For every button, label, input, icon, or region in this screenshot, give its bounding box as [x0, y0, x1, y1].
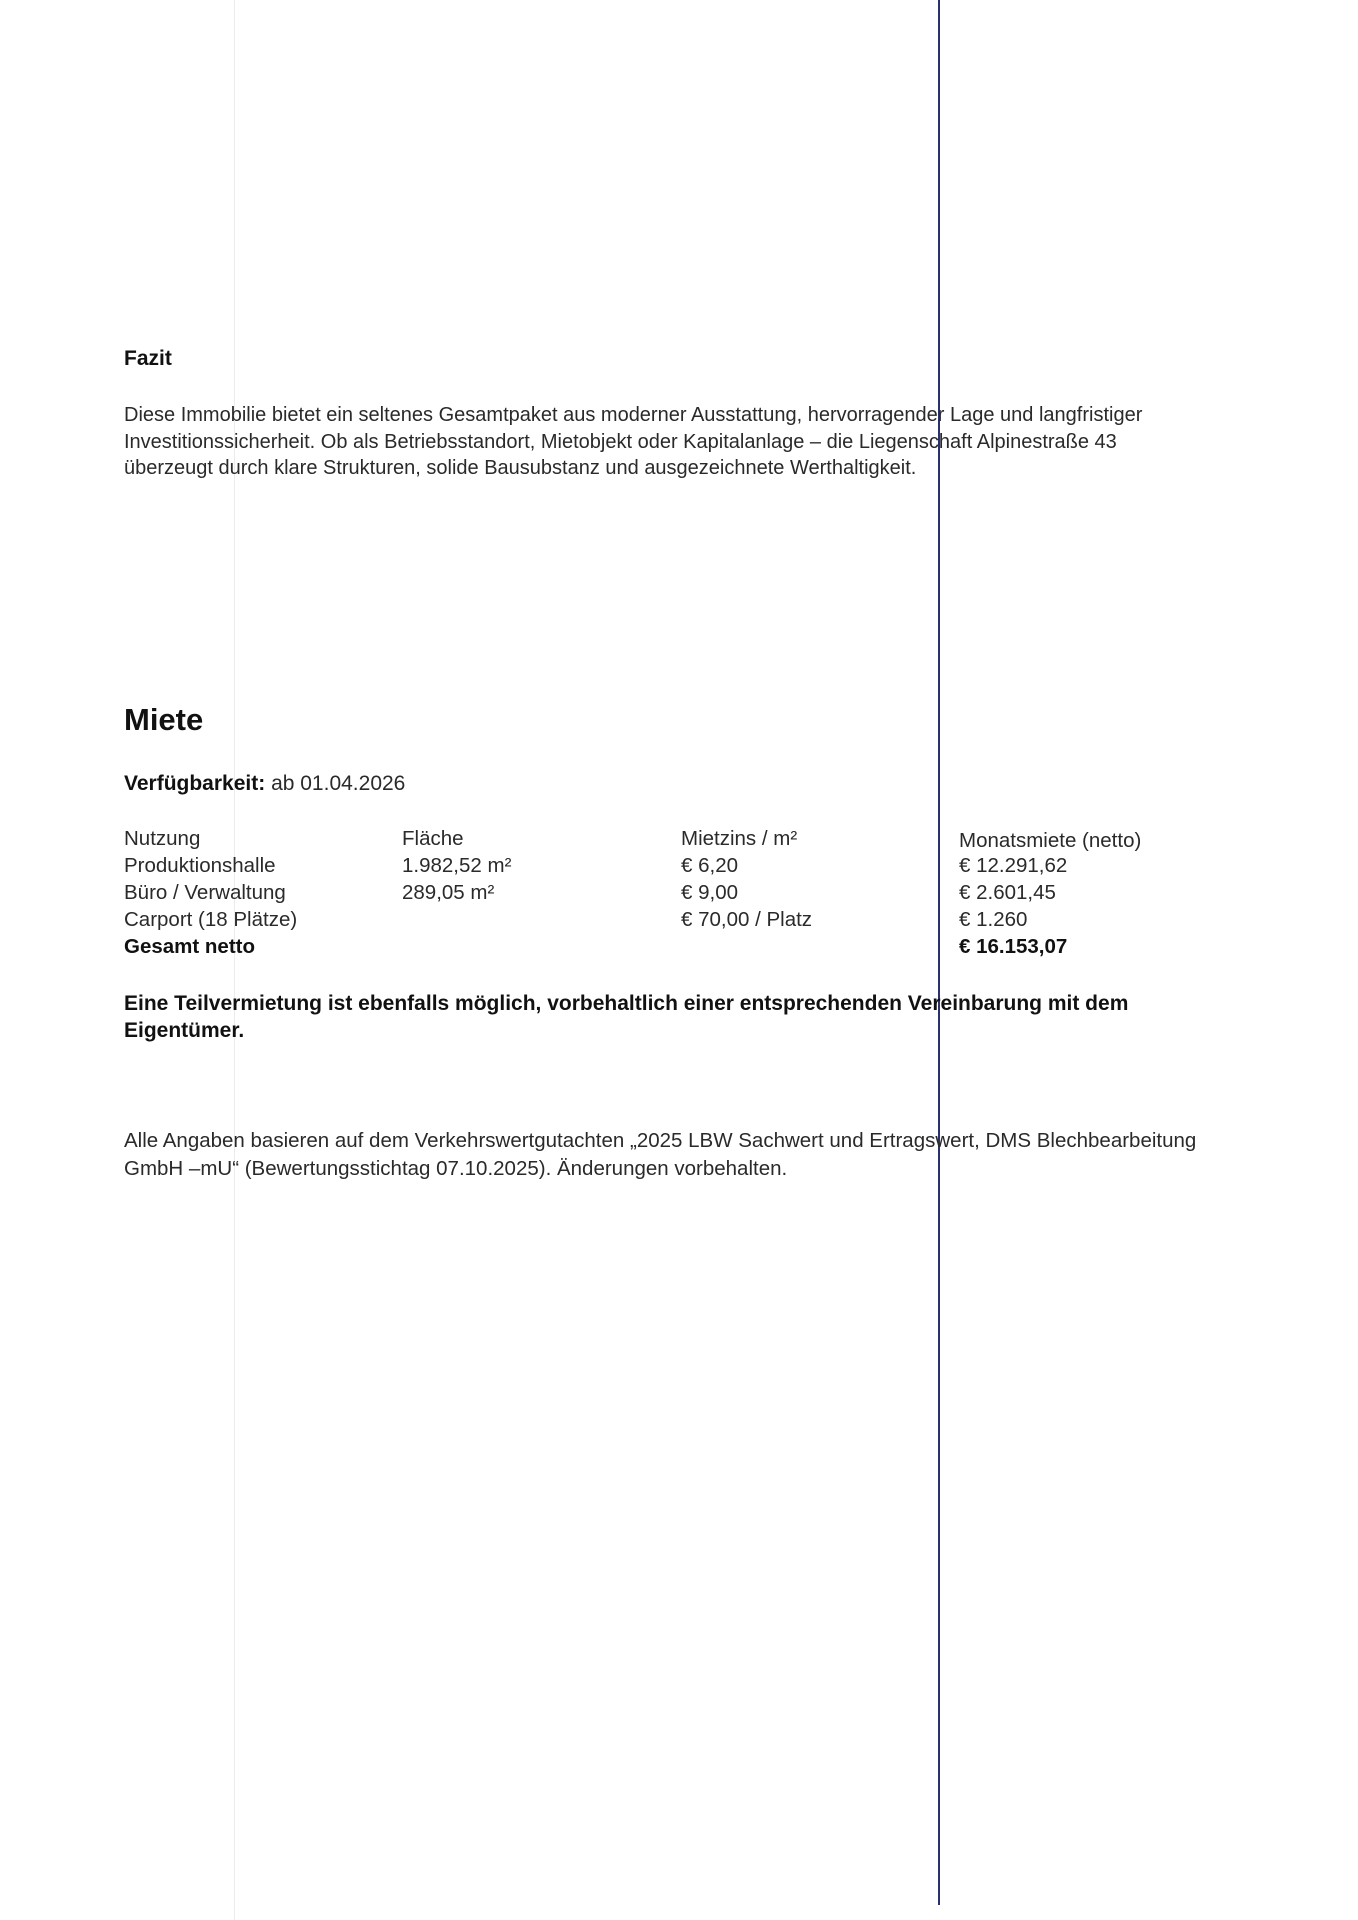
- fazit-heading: Fazit: [124, 347, 172, 370]
- source-note: Alle Angaben basieren auf dem Verkehrswertgutachten „2025 LBW Sachwert und Ertragswert, DMS Blechbearbeitung GmbH –mU“ (Bewertungsstichtag 07.10.2025). Änderungen vorbehalten.: [124, 1129, 1197, 1180]
- table-cell: € 70,00 / Platz: [681, 908, 813, 931]
- table-cell: 289,05 m²: [402, 881, 495, 904]
- table-row: [124, 879, 1224, 906]
- table-cell: 1.982,52 m²: [402, 854, 512, 877]
- column-header-nutzung: Nutzung: [124, 827, 201, 850]
- miete-heading: Miete: [124, 702, 204, 737]
- table-cell: Produktionshalle: [124, 854, 276, 877]
- table-cell: € 1.260: [959, 908, 1028, 931]
- column-header-flaeche: Fläche: [402, 827, 464, 850]
- rent-table: [124, 825, 1224, 960]
- availability-label: Verfügbarkeit:: [124, 772, 266, 795]
- table-cell: Büro / Verwaltung: [124, 881, 286, 904]
- column-header-monatsmiete: Monatsmiete (netto): [959, 829, 1142, 852]
- table-header-row: [124, 825, 1224, 852]
- availability-value: ab 01.04.2026: [271, 772, 406, 795]
- table-cell: € 12.291,62: [959, 854, 1068, 877]
- table-cell: € 2.601,45: [959, 881, 1056, 904]
- table-row: [124, 906, 1224, 933]
- partial-rental-note: Eine Teilvermietung ist ebenfalls möglich, vorbehaltlich einer entsprechenden Vereinbarung mit dem Eigentümer.: [124, 992, 1129, 1042]
- table-cell: € 9,00: [681, 881, 738, 904]
- table-total-row: [124, 933, 1224, 960]
- total-label: Gesamt netto: [124, 935, 255, 958]
- fazit-paragraph: Diese Immobilie bietet ein seltenes Gesamtpaket aus moderner Ausstattung, hervorragender Lage und langfristiger Investitionssicherheit. Ob als Betriebsstandort, Mietobjekt oder Kapitalanlage – die Liegenschaft Alpinestraße 43 überzeugt durch klare Strukturen, solide Bausubstanz und ausgezeichnete Werthaltigkeit.: [124, 404, 1143, 479]
- total-value: € 16.153,07: [959, 935, 1068, 958]
- table-row: [124, 852, 1224, 879]
- scan-artifact-line: [234, 0, 235, 1920]
- table-cell: € 6,20: [681, 854, 738, 877]
- table-cell: Carport (18 Plätze): [124, 908, 298, 931]
- column-header-mietzins: Mietzins / m²: [681, 827, 798, 850]
- availability-line: [124, 772, 405, 796]
